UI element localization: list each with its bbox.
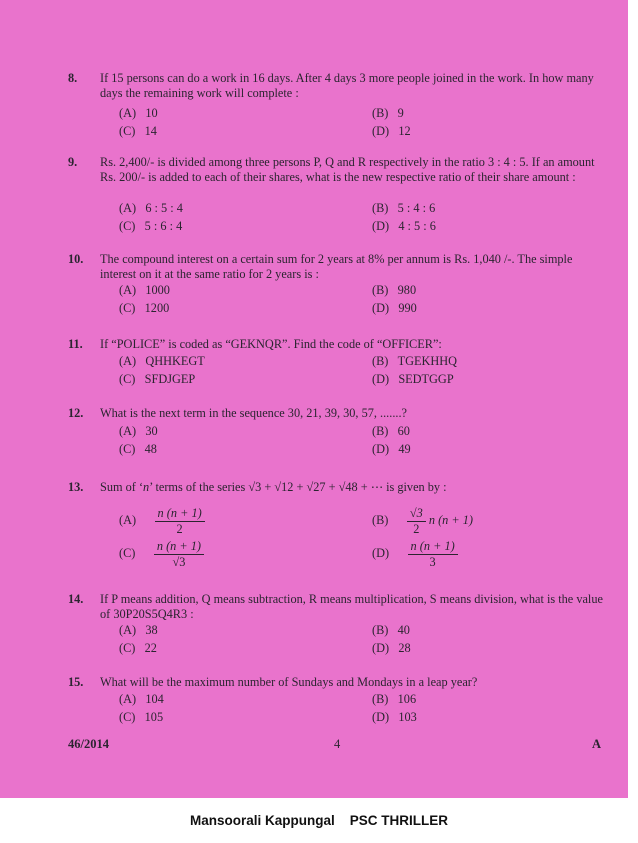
option-label: (D) bbox=[372, 442, 390, 456]
fraction-denominator: √3 bbox=[172, 554, 186, 569]
option-b bbox=[372, 623, 410, 638]
fraction bbox=[155, 506, 205, 536]
option-b bbox=[372, 283, 416, 298]
option-d bbox=[372, 372, 454, 387]
option-label: (D) bbox=[372, 710, 390, 724]
option-value: 40 bbox=[397, 623, 410, 637]
question-text: What is the next term in the sequence 30, 21, 39, 30, 57, .......? bbox=[100, 406, 408, 420]
option-label: (D) bbox=[372, 372, 390, 386]
option-c bbox=[119, 442, 157, 457]
option-label: (B) bbox=[372, 106, 389, 120]
question-text: If P means addition, Q means subtraction, R means multiplication, S means division, what is the value of 30P20S5Q4R3 : bbox=[100, 592, 603, 621]
option-a bbox=[119, 283, 170, 298]
fraction-denominator: 2 bbox=[176, 521, 183, 536]
option-a bbox=[119, 506, 205, 536]
option-value: 1200 bbox=[144, 301, 170, 315]
option-value: 105 bbox=[144, 710, 164, 724]
option-c bbox=[119, 641, 157, 656]
series-expression: √3 + √12 + √27 + √48 + ⋯ bbox=[248, 480, 384, 494]
question-text: If “POLICE” is coded as “GEKNQR”. Find the code of “OFFICER”: bbox=[100, 337, 442, 351]
fraction bbox=[154, 539, 204, 569]
option-d bbox=[372, 219, 436, 234]
option-label: (B) bbox=[372, 692, 389, 706]
fraction-denominator: 2 bbox=[413, 521, 420, 536]
option-value: 5 : 6 : 4 bbox=[144, 219, 183, 233]
option-a bbox=[119, 424, 158, 439]
option-label: (D) bbox=[372, 124, 390, 138]
fraction-numerator: n (n + 1) bbox=[155, 506, 205, 522]
option-b bbox=[372, 424, 410, 439]
option-label: (C) bbox=[119, 710, 136, 724]
option-c bbox=[119, 219, 182, 234]
option-label: (A) bbox=[119, 512, 137, 527]
option-c bbox=[119, 372, 195, 387]
option-value: 38 bbox=[145, 623, 158, 637]
option-d bbox=[372, 442, 411, 457]
option-value: 60 bbox=[397, 424, 410, 438]
option-a bbox=[119, 692, 164, 707]
option-value: 103 bbox=[398, 710, 417, 724]
option-a bbox=[119, 201, 183, 216]
question-number: 15. bbox=[68, 675, 84, 689]
option-value: 104 bbox=[145, 692, 164, 706]
option-value: QHHKEGT bbox=[145, 354, 205, 368]
question-number: 13. bbox=[68, 480, 84, 494]
option-label: (B) bbox=[372, 623, 389, 637]
question-number: 12. bbox=[68, 406, 84, 420]
option-value: 990 bbox=[398, 301, 417, 315]
option-label: (C) bbox=[119, 124, 136, 138]
question-number: 14. bbox=[68, 592, 84, 606]
question-number: 11. bbox=[68, 337, 83, 351]
option-value: 30 bbox=[145, 424, 158, 438]
option-tail-expression: n (n + 1) bbox=[428, 512, 473, 527]
option-b bbox=[372, 201, 435, 216]
option-label: (D) bbox=[372, 301, 390, 315]
option-d bbox=[372, 124, 411, 139]
fraction-numerator: n (n + 1) bbox=[154, 539, 204, 555]
option-label: (C) bbox=[119, 219, 136, 233]
option-a bbox=[119, 106, 158, 121]
option-a bbox=[119, 623, 158, 638]
fraction-numerator: n (n + 1) bbox=[408, 539, 458, 555]
option-label: (A) bbox=[119, 283, 137, 297]
question-number: 10. bbox=[68, 252, 84, 266]
question-text-prefix: Sum of ‘ bbox=[100, 480, 144, 494]
question-text: The compound interest on a certain sum for 2 years at 8% per annum is Rs. 1,040 /-. The simple interest on it at the same ratio for 2 years is : bbox=[100, 252, 573, 281]
option-d bbox=[372, 539, 458, 569]
option-label: (C) bbox=[119, 372, 136, 386]
option-value: 106 bbox=[397, 692, 417, 706]
option-value: 9 bbox=[397, 106, 404, 120]
option-label: (C) bbox=[119, 641, 136, 655]
option-label: (A) bbox=[119, 201, 137, 215]
option-label: (B) bbox=[372, 283, 389, 297]
variable-n: n bbox=[143, 480, 150, 494]
option-c bbox=[119, 710, 163, 725]
page-number: 4 bbox=[334, 737, 341, 751]
option-d bbox=[372, 301, 417, 316]
question-number: 8. bbox=[68, 71, 78, 85]
option-label: (A) bbox=[119, 106, 137, 120]
fraction bbox=[407, 506, 426, 536]
option-value: 49 bbox=[398, 442, 411, 456]
paper-code: 46/2014 bbox=[68, 737, 109, 751]
question-text bbox=[100, 480, 605, 495]
option-c bbox=[119, 301, 169, 316]
option-label: (C) bbox=[119, 545, 136, 560]
option-label: (B) bbox=[372, 201, 389, 215]
option-value: 5 : 4 : 6 bbox=[397, 201, 436, 215]
option-d bbox=[372, 641, 411, 656]
option-c bbox=[119, 124, 157, 139]
option-label: (D) bbox=[372, 219, 390, 233]
option-label: (A) bbox=[119, 692, 137, 706]
option-label: (D) bbox=[372, 545, 390, 560]
option-value: 10 bbox=[145, 106, 158, 120]
option-label: (C) bbox=[119, 442, 136, 456]
fraction bbox=[408, 539, 458, 569]
option-b bbox=[372, 506, 473, 536]
question-text: What will be the maximum number of Sundays and Mondays in a leap year? bbox=[100, 675, 478, 689]
option-label: (A) bbox=[119, 424, 137, 438]
credit-line: Mansoorali Kappungal PSC THRILLER bbox=[189, 813, 449, 828]
option-label: (C) bbox=[119, 301, 136, 315]
option-value: SFDJGEP bbox=[144, 372, 196, 386]
option-label: (A) bbox=[119, 354, 137, 368]
option-value: 14 bbox=[144, 124, 157, 138]
question-text: If 15 persons can do a work in 16 days. After 4 days 3 more people joined in the work. In how many days the remaining work will complete : bbox=[100, 71, 594, 100]
option-value: SEDTGGP bbox=[398, 372, 454, 386]
option-b bbox=[372, 354, 457, 369]
fraction-numerator: √3 bbox=[407, 506, 426, 522]
fraction-denominator: 3 bbox=[429, 554, 436, 569]
option-value: 980 bbox=[397, 283, 417, 297]
option-d bbox=[372, 710, 417, 725]
question-text-middle: ’ terms of the series bbox=[149, 480, 249, 494]
option-b bbox=[372, 692, 416, 707]
option-value: 1000 bbox=[145, 283, 170, 297]
option-label: (A) bbox=[119, 623, 137, 637]
option-label: (B) bbox=[372, 424, 389, 438]
option-value: 28 bbox=[398, 641, 411, 655]
question-number: 9. bbox=[68, 155, 78, 169]
option-value: 48 bbox=[144, 442, 157, 456]
question-text: Rs. 2,400/- is divided among three persons P, Q and R respectively in the ratio 3 : 4 : 5. If an amount Rs. 200/- is added to each of their shares, what is the new respective ratio of their share amount : bbox=[100, 155, 595, 184]
option-value: 22 bbox=[144, 641, 157, 655]
option-label: (B) bbox=[372, 512, 389, 527]
option-value: 4 : 5 : 6 bbox=[398, 219, 436, 233]
option-value: 6 : 5 : 4 bbox=[145, 201, 183, 215]
option-c bbox=[119, 539, 204, 569]
question-text-suffix: is given by : bbox=[383, 480, 447, 494]
option-label: (B) bbox=[372, 354, 389, 368]
series-code: A bbox=[592, 737, 602, 751]
option-b bbox=[372, 106, 404, 121]
option-value: 12 bbox=[398, 124, 411, 138]
option-label: (D) bbox=[372, 641, 390, 655]
option-value: TGEKHHQ bbox=[397, 354, 458, 368]
option-a bbox=[119, 354, 205, 369]
